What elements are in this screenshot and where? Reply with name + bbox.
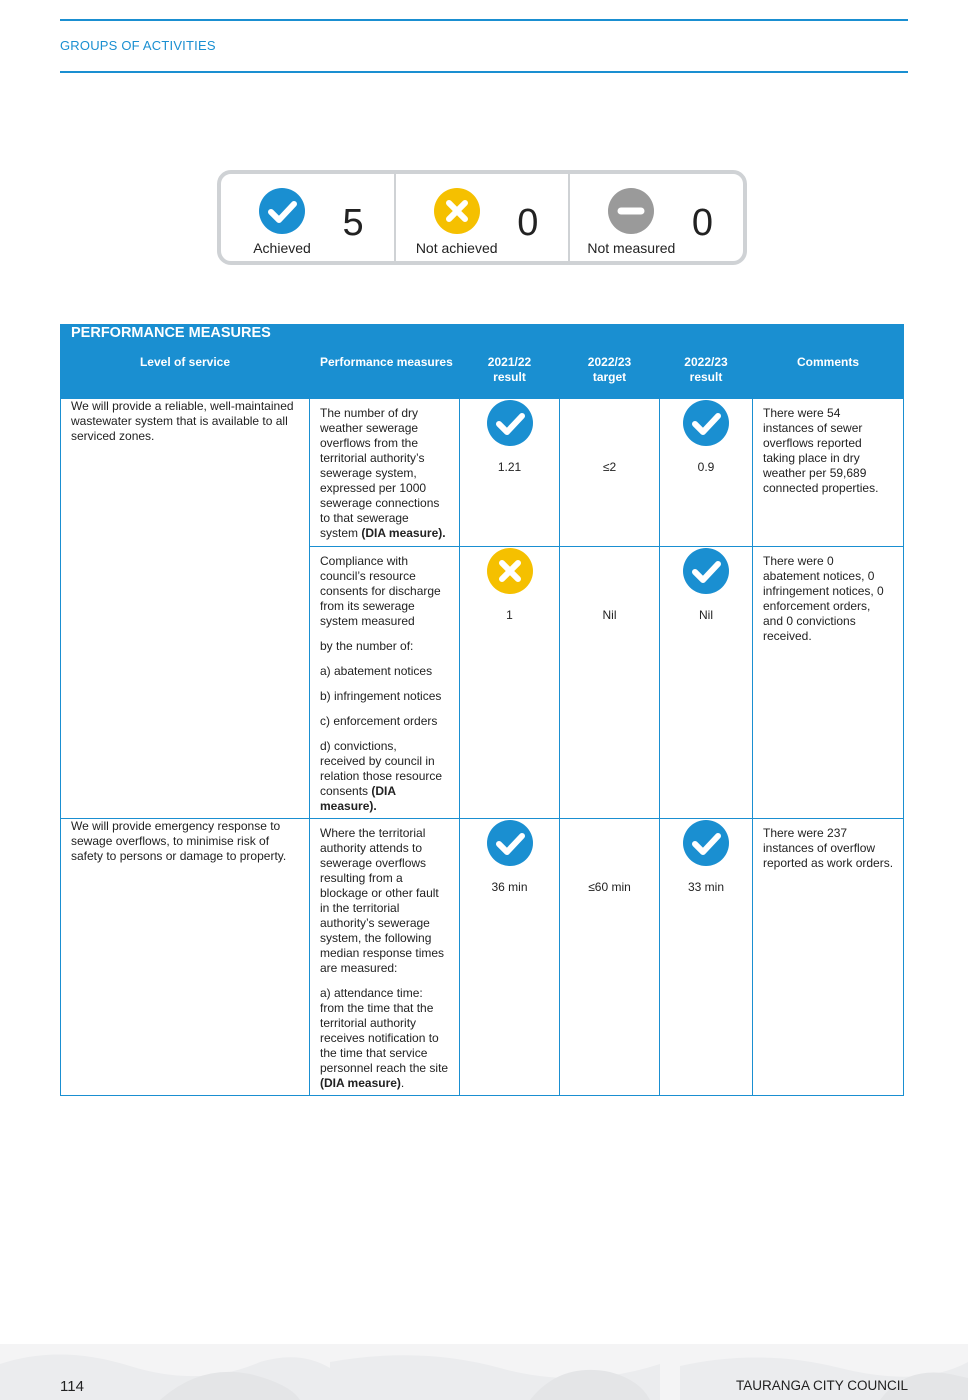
header-top-rule <box>60 19 908 21</box>
footer-organisation: TAURANGA CITY COUNCIL <box>735 1378 908 1393</box>
measure-cell: The number of dry weather sewerage overflows from the territorial authority’s sewerage system, expressed per 1000 sewerage connections to that sewerage system (DIA measure). <box>310 399 460 547</box>
summary-not-measured-label: Not measured <box>587 240 676 256</box>
summary-not-achieved-label: Not achieved <box>415 240 498 256</box>
level-of-service-cell: We will provide emergency response to sewage overflows, to minimise risk of safety to persons or damage to property. <box>61 819 310 1096</box>
table-title: PERFORMANCE MEASURES <box>61 325 904 355</box>
performance-measures-table <box>60 324 904 1096</box>
column-header-2021-22-result: 2021/22 result <box>460 355 560 399</box>
comment-cell: There were 0 abatement notices, 0 infringement notices, 0 enforcement orders, and 0 convictions received. <box>753 547 904 819</box>
summary-achieved-count: 5 <box>342 202 364 244</box>
cross-icon <box>487 548 533 594</box>
minus-icon <box>608 188 654 234</box>
result-2022-23-cell: 33 min <box>660 819 753 1096</box>
page-number: 114 <box>60 1378 84 1395</box>
results-summary <box>217 170 747 265</box>
target-2022-23-cell: ≤2 <box>560 399 660 547</box>
summary-not-achieved <box>396 174 571 261</box>
summary-achieved-label: Achieved <box>253 240 311 256</box>
result-2021-22-cell: 1 <box>460 547 560 819</box>
column-header-comments: Comments <box>753 355 904 399</box>
section-title: GROUPS OF ACTIVITIES <box>60 38 216 53</box>
summary-not-achieved-count: 0 <box>517 202 539 244</box>
header-bottom-rule <box>60 71 908 73</box>
checkmark-icon <box>487 400 533 446</box>
checkmark-icon <box>259 188 305 234</box>
column-header-2022-23-target: 2022/23 target <box>560 355 660 399</box>
column-header-2022-23-result: 2022/23 result <box>660 355 753 399</box>
result-2022-23-cell: 0.9 <box>660 399 753 547</box>
table-row <box>61 399 904 547</box>
result-2021-22-cell: 1.21 <box>460 399 560 547</box>
summary-not-measured-count: 0 <box>691 202 714 244</box>
target-2022-23-cell: Nil <box>560 547 660 819</box>
result-2022-23-cell: Nil <box>660 547 753 819</box>
target-2022-23-cell: ≤60 min <box>560 819 660 1096</box>
summary-achieved <box>221 174 396 261</box>
column-header-level: Level of service <box>61 355 310 399</box>
comment-cell: There were 237 instances of overflow reported as work orders. <box>753 819 904 1096</box>
checkmark-icon <box>683 820 729 866</box>
checkmark-icon <box>487 820 533 866</box>
column-header-measures: Performance measures <box>310 355 460 399</box>
checkmark-icon <box>683 548 729 594</box>
measure-cell: Where the territorial authority attends to sewerage overflows resulting from a blockage or other fault in the territorial authority’s sewerage system, the following median response times are measured: a) attendance time: from the time that the territorial authority receives notification to the time that service personnel reach the site (DIA measure). <box>310 819 460 1096</box>
measure-cell: Compliance with council’s resource consents for discharge from its sewerage system measured by the number of: a) abatement notices b) infringement notices c) enforcement orders d) convictions, received by council in relation those resource consents (DIA measure). <box>310 547 460 819</box>
level-of-service-cell: We will provide a reliable, well-maintained wastewater system that is available to all serviced zones. <box>61 399 310 819</box>
table-row <box>61 819 904 1096</box>
checkmark-icon <box>683 400 729 446</box>
comment-cell: There were 54 instances of sewer overflows reported taking place in dry weather per 59,689 connected properties. <box>753 399 904 547</box>
cross-icon <box>434 188 480 234</box>
result-2021-22-cell: 36 min <box>460 819 560 1096</box>
summary-not-measured <box>570 174 743 261</box>
